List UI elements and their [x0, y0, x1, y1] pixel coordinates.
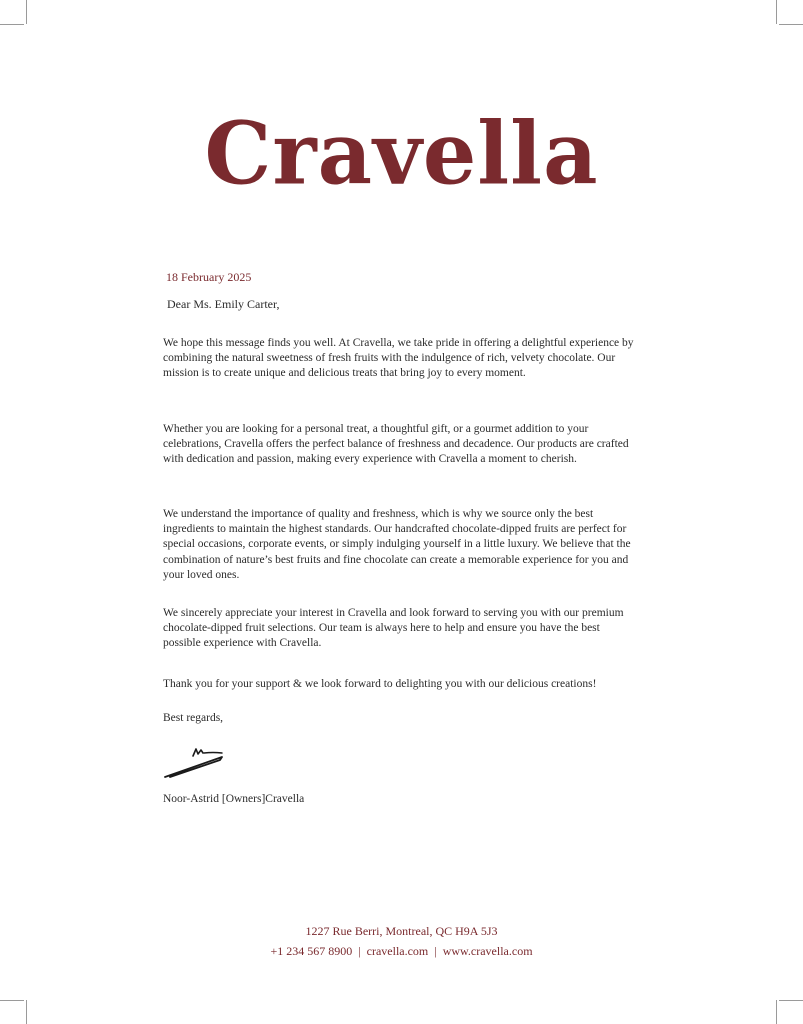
signer-name: Noor-Astrid [Owners]Cravella — [163, 793, 305, 805]
footer-separator: | — [434, 944, 437, 958]
letter-closing: Best regards, — [163, 712, 224, 724]
footer-address: 1227 Rue Berri, Montreal, QC H9A 5J3 — [305, 924, 498, 938]
crop-mark — [26, 0, 27, 24]
footer-phone: +1 234 567 8900 — [270, 944, 353, 958]
footer-contact — [0, 944, 803, 959]
brand-logo: Cravella — [204, 103, 599, 204]
letter-paragraph: We sincerely appreciate your interest in Cravella and look forward to serving you with our premium chocolate-dipped fruit selections. Our team is always here to help and ensure you have the best possible experience with Cravella. — [163, 607, 624, 650]
letter-paragraph: We understand the importance of quality and freshness, which is why we source only the best ingredients to maintain the highest standards. Our handcrafted chocolate-dipped fruits are perfect for special occasions, corporate events, or simply indulging yourself in a little luxury. We believe that the combination of nature’s best fruits and fine chocolate can create a memorable experience for you and your loved ones. — [163, 508, 631, 581]
crop-mark — [26, 1000, 27, 1024]
letter-paragraph: Thank you for your support & we look forward to delighting you with our delicious creations! — [163, 678, 597, 690]
footer-email: cravella.com — [366, 944, 429, 958]
letter-greeting: Dear Ms. Emily Carter, — [167, 297, 280, 311]
crop-mark — [776, 1000, 777, 1024]
crop-mark — [776, 0, 777, 24]
letter-date: 18 February 2025 — [166, 270, 252, 284]
crop-mark — [0, 24, 24, 25]
signature-image — [160, 744, 230, 784]
crop-mark — [779, 1000, 803, 1001]
footer-separator: | — [358, 944, 361, 958]
footer-website: www.cravella.com — [442, 944, 533, 958]
crop-mark — [0, 1000, 24, 1001]
crop-mark — [779, 24, 803, 25]
letter-paragraph: Whether you are looking for a personal treat, a thoughtful gift, or a gourmet addition to your celebrations, Cravella offers the perfect balance of freshness and decadence. Our products are crafted with dedication and passion, making every experience with Cravella a moment to cherish. — [163, 423, 629, 466]
letter-paragraph: We hope this message finds you well. At Cravella, we take pride in offering a delightful experience by combining the natural sweetness of fresh fruits with the indulgence of rich, velvety chocolate. Our mission is to create unique and delicious treats that bring joy to every moment. — [163, 337, 634, 380]
